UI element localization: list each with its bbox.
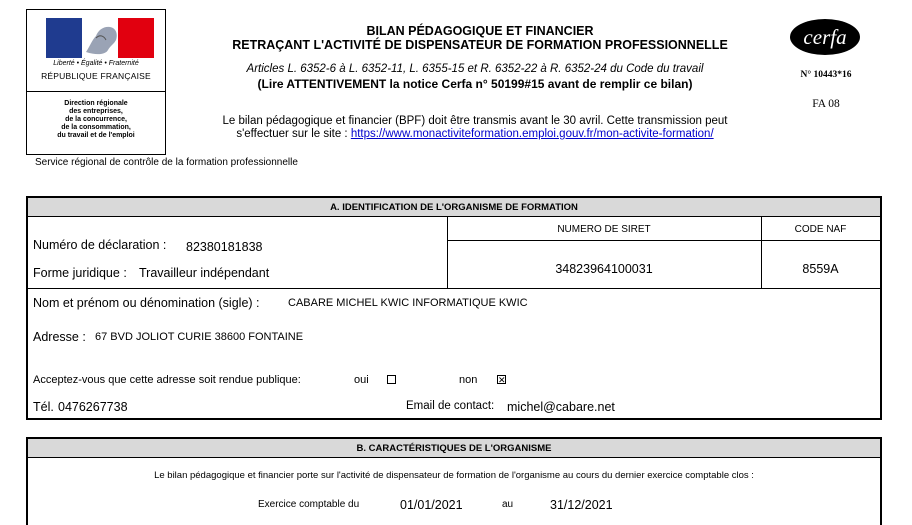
date-end: 31/12/2021	[550, 498, 613, 512]
siret-header: NUMERO DE SIRET	[557, 224, 651, 235]
logo-divider	[26, 91, 166, 92]
transmission-site	[190, 128, 760, 140]
cerfa-logo-icon	[789, 18, 861, 56]
direction-line: de la concurrence,	[65, 116, 127, 123]
oui-label: oui	[354, 374, 369, 386]
siret-value: 34823964100031	[555, 262, 653, 276]
republique-text: RÉPUBLIQUE FRANÇAISE	[41, 71, 151, 81]
direction-line: des entreprises,	[69, 108, 123, 115]
cerfa-number: N° 10443*16	[800, 70, 852, 80]
section-b-intro: Le bilan pédagogique et financier porte sur l'activité de dispensateur de formation de l'organisme au cours du dernier exercice comptable clos :	[154, 470, 754, 481]
date-start: 01/01/2021	[400, 498, 463, 512]
nom-value: CABARE MICHEL KWIC INFORMATIQUE KWIC	[288, 297, 528, 309]
direction-line: de la consommation,	[61, 124, 131, 131]
direction-line: du travail et de l'emploi	[57, 132, 135, 139]
email-value: michel@cabare.net	[507, 400, 615, 414]
numero-declaration-label: Numéro de déclaration :	[33, 238, 167, 252]
adresse-value: 67 BVD JOLIOT CURIE 38600 FONTAINE	[95, 331, 304, 343]
service-text: Service régional de contrôle de la formation professionnelle	[35, 157, 298, 168]
au-label: au	[502, 499, 514, 510]
marianne-logo-icon	[46, 18, 154, 58]
adresse-label: Adresse :	[33, 330, 86, 344]
devise-text: Liberté • Égalité • Fraternité	[53, 60, 139, 67]
fa-code: FA 08	[812, 98, 840, 110]
transmission-link[interactable]: https://www.monactiviteformation.emploi.gouv.fr/mon-activite-formation/	[350, 128, 714, 140]
email-label: Email de contact:	[406, 400, 495, 412]
section-b-title: B. CARACTÉRISTIQUES DE L'ORGANISME	[28, 439, 880, 458]
divider	[28, 288, 880, 289]
direction-text	[26, 100, 166, 140]
naf-value: 8559A	[802, 262, 839, 276]
forme-juridique-value: Travailleur indépendant	[139, 266, 270, 280]
oui-checkbox[interactable]	[387, 375, 396, 384]
exercice-label: Exercice comptable du	[258, 499, 360, 510]
tel-label: Tél.	[33, 400, 54, 414]
nom-label: Nom et prénom ou dénomination (sigle) :	[33, 296, 260, 310]
public-question: Acceptez-vous que cette adresse soit rendue publique:	[33, 374, 301, 386]
non-checkbox[interactable]: ✕	[498, 375, 506, 385]
section-a-title: A. IDENTIFICATION DE L'ORGANISME DE FORMATION	[28, 198, 880, 217]
articles-reference: Articles L. 6352-6 à L. 6352-11, L. 6355-15 et R. 6352-22 à R. 6352-24 du Code du travail	[246, 63, 704, 75]
direction-line: Direction régionale	[64, 100, 128, 107]
form-subtitle: RETRAÇANT L'ACTIVITÉ DE DISPENSATEUR DE FORMATION PROFESSIONNELLE	[232, 38, 728, 52]
forme-juridique-label: Forme juridique :	[33, 266, 127, 280]
notice-reference: (Lire ATTENTIVEMENT la notice Cerfa n° 50199#15 avant de remplir ce bilan)	[257, 77, 693, 91]
transmission-text: Le bilan pédagogique et financier (BPF) doit être transmis avant le 30 avril. Cette transmission peut	[222, 115, 728, 127]
form-title: BILAN PÉDAGOGIQUE ET FINANCIER	[366, 24, 594, 38]
naf-header: CODE NAF	[794, 224, 847, 235]
cerfa-logo-text: cerfa	[803, 25, 847, 49]
transmission-prefix: s'effectuer sur le site :	[236, 128, 351, 140]
non-label: non	[459, 374, 478, 386]
tel-value: 0476267738	[58, 400, 128, 414]
numero-declaration-value: 82380181838	[186, 240, 263, 254]
divider	[447, 240, 880, 241]
